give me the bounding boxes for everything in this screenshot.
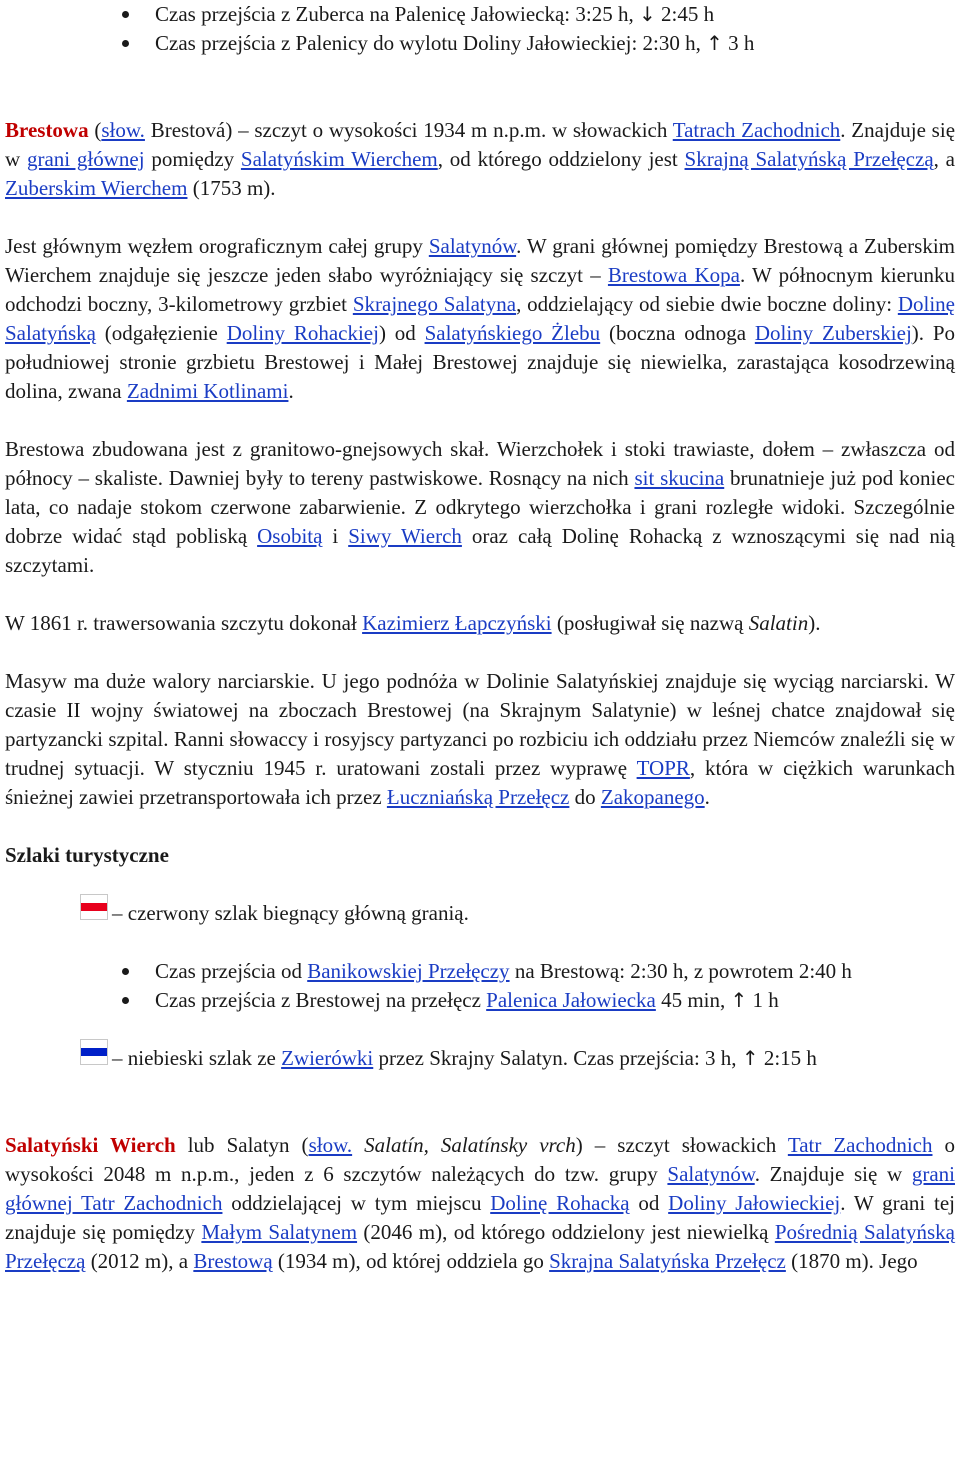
trail-blue: – niebieski szlak ze Zwierówki przez Skrajny Salatyn. Czas przejścia: 3 h, ↑ 2:15 h	[5, 1044, 955, 1073]
list-item: Czas przejścia z Brestowej na przełęcz Palenica Jałowiecka 45 min, ↑ 1 h	[155, 986, 955, 1015]
link-topr[interactable]: TOPR	[636, 756, 690, 780]
list-item: Czas przejścia od Banikowskiej Przełęczy na Brestową: 2:30 h, z powrotem 2:40 h	[155, 957, 955, 986]
link-malym-salatynem[interactable]: Małym Salatynem	[201, 1220, 358, 1244]
link-luczniańska-przelecz[interactable]: Łuczniańską Przełęcz	[386, 785, 570, 809]
link-zwierowki[interactable]: Zwierówki	[281, 1046, 374, 1070]
trail-red: – czerwony szlak biegnący główną granią.	[5, 899, 955, 928]
link-slow[interactable]: słow.	[308, 1133, 353, 1157]
link-doline-salatynska[interactable]: Dolinę Salatyńską	[5, 292, 955, 345]
arrow-up-icon: ↑	[741, 1046, 759, 1070]
link-salatynow[interactable]: Salatynów	[428, 234, 517, 258]
link-palenica-jalowiecka[interactable]: Palenica Jałowiecka	[486, 988, 656, 1012]
list-item: Czas przejścia z Palenicy do wylotu Doliny Jałowieckiej: 2:30 h, ↑ 3 h	[155, 29, 955, 58]
link-salatynskim-wierchem[interactable]: Salatyńskim Wierchem	[240, 147, 438, 171]
link-skrajna-przelecz[interactable]: Skrajną Salatyńską Przełęczą	[684, 147, 934, 171]
link-doliny-rohackiej[interactable]: Doliny Rohackiej	[226, 321, 379, 345]
arrow-down-icon: ↓	[638, 2, 656, 26]
link-posrednia-przelecz[interactable]: Pośrednią Salatyńską Przełęczą	[5, 1220, 955, 1273]
link-zakopanego[interactable]: Zakopanego	[600, 785, 705, 809]
salatynski-intro: Salatyński Wierch lub Salatyn (słow. Salatín, Salatínsky vrch) – szczyt słowackich Tatr Zachodnich o wysokości 2048 m n.p.m., jeden z 6 szczytów należących do tzw. grupy Salatynów. Znajduje się w grani głównej Tatr Zachodnich oddzielającej w tym miejscu Dolinę Rohacką od Doliny Jałowieckiej. W grani tej znajduje się pomiędzy Małym Salatynem (2046 m), od którego oddzielony jest niewielką Pośrednią Salatyńską Przełęczą (2012 m), a Brestową (1934 m), od której oddziela go Skrajna Salatyńska Przełęcz (1870 m). Jego	[5, 1133, 956, 1273]
brestowa-geology: Brestowa zbudowana jest z granitowo-gnejsowych skał. Wierzchołek i stoki trawiaste, dołem – zwłaszcza od północy – skaliste. Dawniej były to tereny pastwiskowe. Rosnący na nich sit skucina brunatnieje już pod koniec lata, co nadaje stokom czerwone zabarwienie. Z odkrytego wierzchołka i grani rozległe widoki. Szczególnie dobrze widać stąd pobliską Osobitą i Siwy Wierch oraz całą Dolinę Rohacką z wznoszącymi się nad nią szczytami.	[5, 437, 955, 577]
link-brestowa-kopa[interactable]: Brestowa Kopa	[607, 263, 740, 287]
brestowa-skiing: Masyw ma duże walory narciarskie. U jego podnóża w Dolinie Salatyńskiej znajduje się wyciąg narciarski. W czasie II wojny światowej na zboczach Brestowej (na Skrajnym Salatynie) w leśnej chatce znajdował się partyzancki szpital. Ranni słowaccy i rosyjscy partyzanci po rozbiciu ich oddziału przez Niemców znaleźli się w trudnej sytuacji. W styczniu 1945 r. uratowani zostali przez wyprawę TOPR, która w ciężkich warunkach śnieżnej zawiei przetransportowała ich przez Łuczniańską Przełęcz do Zakopanego.	[5, 669, 955, 809]
link-grani-glownej[interactable]: grani głównej	[26, 147, 145, 171]
brestowa-intro: Brestowa (słow. Brestová) – szczyt o wysokości 1934 m n.p.m. w słowackich Tatrach Zachodnich. Znajduje się w grani głównej pomiędzy Salatyńskim Wierchem, od którego oddzielony jest Skrajną Salatyńską Przełęczą, a Zuberskim Wierchem (1753 m).	[5, 118, 956, 200]
arrow-up-icon: ↑	[706, 31, 723, 55]
link-doliny-zuberskiej[interactable]: Doliny Zuberskiej	[754, 321, 912, 345]
article-title-brestowa: Brestowa	[5, 118, 89, 142]
red-trail-times	[5, 957, 955, 1015]
arrow-up-icon: ↑	[730, 988, 748, 1012]
link-brestowa[interactable]: Brestową	[193, 1249, 273, 1273]
link-sit-skucina[interactable]: sit skucina	[634, 466, 725, 490]
link-kazimierz-lapczynski[interactable]: Kazimierz Łapczyński	[362, 611, 552, 635]
link-skrajnego-salatyna[interactable]: Skrajnego Salatyna	[352, 292, 517, 316]
brestowa-history: W 1861 r. trawersowania szczytu dokonał Kazimierz Łapczyński (posługiwał się nazwą Salatin).	[5, 611, 821, 635]
link-slow[interactable]: słow.	[101, 118, 145, 142]
blue-trail-flag-icon	[80, 1039, 108, 1065]
link-tatr-zachodnich[interactable]: Tatr Zachodnich	[787, 1133, 933, 1157]
link-salatynow[interactable]: Salatynów	[667, 1162, 755, 1186]
link-grani-glownej-tatr[interactable]: grani głównej Tatr Zachodnich	[5, 1162, 955, 1215]
brestowa-orography: Jest głównym węzłem orograficznym całej grupy Salatynów. W grani głównej pomiędzy Brestową a Zuberskim Wierchem znajduje się jeszcze jeden słabo wyróżniający się szczyt – Brestowa Kopa. W północnym kierunku odchodzi boczny, 3-kilometrowy grzbiet Skrajnego Salatyna, oddzielający od siebie dwie boczne doliny: Dolinę Salatyńską (odgałęzienie Doliny Rohackiej) od Salatyńskiego Żlebu (boczna odnoga Doliny Zuberskiej). Po południowej stronie grzbietu Brestowej i Małej Brestowej znajduje się niewielka, zarastająca kosodrzewiną dolina, zwana Zadnimi Kotlinami.	[5, 234, 955, 403]
link-doline-rohacka[interactable]: Dolinę Rohacką	[490, 1191, 630, 1215]
link-doliny-jalowieckiej[interactable]: Doliny Jałowieckiej	[668, 1191, 841, 1215]
article-title-salatynski: Salatyński Wierch	[5, 1133, 176, 1157]
link-siwy-wierch[interactable]: Siwy Wierch	[348, 524, 462, 548]
link-osobita[interactable]: Osobitą	[257, 524, 323, 548]
list-item: Czas przejścia z Zuberca na Palenicę Jałowiecką: 3:25 h, ↓ 2:45 h	[155, 0, 955, 29]
link-banikowskiej-przeleczy[interactable]: Banikowskiej Przełęczy	[307, 959, 510, 983]
link-salatynskiego-zlebu[interactable]: Salatyńskiego Żlebu	[424, 321, 601, 345]
link-skrajna-salatynska-przelecz[interactable]: Skrajna Salatyńska Przełęcz	[549, 1249, 786, 1273]
top-time-list	[5, 0, 955, 58]
link-zadnimi-kotlinami[interactable]: Zadnimi Kotlinami	[126, 379, 289, 403]
link-zuberskim-wierchem[interactable]: Zuberskim Wierchem	[5, 176, 188, 200]
red-trail-flag-icon	[80, 894, 108, 920]
section-heading-szlaki: Szlaki turystyczne	[5, 843, 169, 867]
link-tatrach-zachodnich[interactable]: Tatrach Zachodnich	[672, 118, 841, 142]
